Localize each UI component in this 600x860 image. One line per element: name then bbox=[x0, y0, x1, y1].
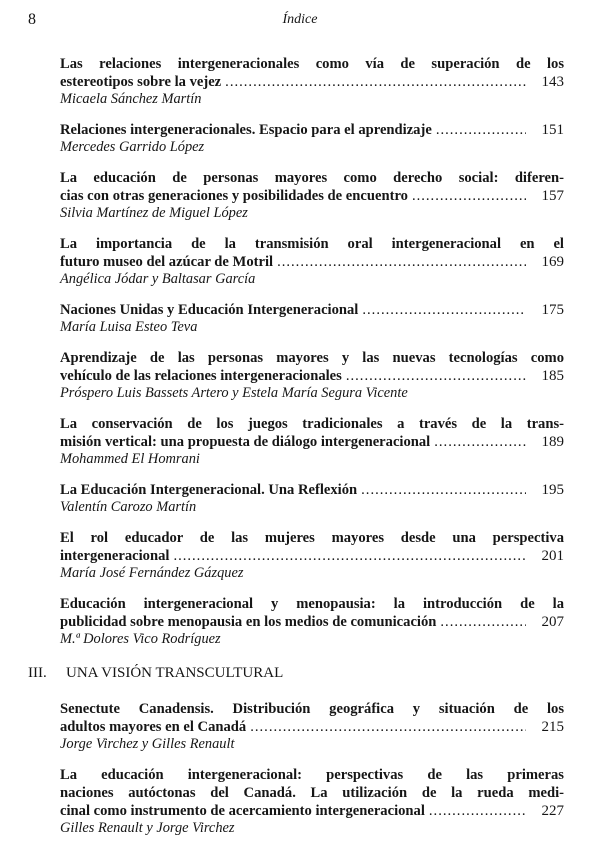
entry-title bbox=[60, 415, 564, 451]
entry-title-line: cias con otras generaciones y posibilidades de encuentro bbox=[60, 188, 408, 204]
entry-title-line: cinal como instrumento de acercamiento intergeneracional bbox=[60, 803, 425, 819]
page-number: 8 bbox=[28, 11, 36, 28]
entry-title-line: La educación de personas mayores como derecho social: diferen- bbox=[60, 170, 564, 186]
toc-entry bbox=[60, 169, 564, 222]
dot-leader bbox=[362, 301, 526, 319]
entry-author: Próspero Luis Bassets Artero y Estela María Segura Vicente bbox=[60, 385, 408, 401]
entry-page-number: 151 bbox=[541, 122, 564, 138]
entry-title-line: futuro museo del azúcar de Motril bbox=[60, 254, 274, 270]
toc-entry bbox=[60, 529, 564, 582]
entry-title-line: adultos mayores en el Canadá bbox=[60, 719, 247, 735]
dot-leader bbox=[173, 547, 526, 565]
entry-title-last-line bbox=[60, 718, 564, 736]
toc-entry bbox=[60, 55, 564, 108]
entry-author: Jorge Virchez y Gilles Renault bbox=[60, 736, 235, 752]
entry-title bbox=[60, 481, 564, 499]
entry-title-last-line bbox=[60, 301, 564, 319]
running-title: Índice bbox=[282, 12, 318, 27]
dot-leader bbox=[434, 433, 526, 451]
entry-title bbox=[60, 55, 564, 91]
entry-title-line: Relaciones intergeneracionales. Espacio para el aprendizaje bbox=[60, 122, 432, 138]
dot-leader bbox=[436, 121, 526, 139]
entry-title bbox=[60, 595, 564, 631]
entry-page-number: 201 bbox=[541, 548, 564, 564]
entry-title-last-line bbox=[60, 253, 564, 271]
entry-page-number: 207 bbox=[541, 614, 564, 630]
toc-entry bbox=[60, 481, 564, 516]
entry-title-last-line bbox=[60, 187, 564, 205]
entry-title bbox=[60, 121, 564, 139]
entry-title-last-line bbox=[60, 121, 564, 139]
entry-title bbox=[60, 169, 564, 205]
entry-author: Mercedes Garrido López bbox=[60, 139, 205, 155]
section-heading bbox=[28, 665, 283, 682]
entry-title-line: misión vertical: una propuesta de diálogo intergeneracional bbox=[60, 434, 431, 450]
entry-page-number: 215 bbox=[541, 719, 564, 735]
entry-title-line: Senectute Canadensis. Distribución geográfica y situación de los bbox=[60, 701, 564, 717]
dot-leader bbox=[440, 613, 526, 631]
entry-page-number: 227 bbox=[541, 803, 564, 819]
toc-entry bbox=[60, 595, 564, 648]
entry-title-last-line bbox=[60, 547, 564, 565]
toc-entry bbox=[60, 349, 564, 402]
entry-author: Micaela Sánchez Martín bbox=[60, 91, 202, 107]
entry-title-line: El rol educador de las mujeres mayores desde una perspectiva bbox=[60, 530, 564, 546]
entry-author: María José Fernández Gázquez bbox=[60, 565, 244, 581]
entry-title-last-line bbox=[60, 481, 564, 499]
entry-page-number: 143 bbox=[541, 74, 564, 90]
entry-page-number: 195 bbox=[541, 482, 564, 498]
entry-author: Valentín Carozo Martín bbox=[60, 499, 197, 515]
dot-leader bbox=[412, 187, 526, 205]
entry-title-line: La importancia de la transmisión oral intergeneracional en el bbox=[60, 236, 564, 252]
entry-title-line: naciones autóctonas del Canadá. La utilización de la rueda medi- bbox=[60, 785, 564, 801]
entry-title-line: estereotipos sobre la vejez bbox=[60, 74, 222, 90]
entry-title-line: La conservación de los juegos tradicionales a través de la trans- bbox=[60, 416, 564, 432]
entry-title bbox=[60, 766, 564, 820]
entry-title-last-line bbox=[60, 433, 564, 451]
entry-title bbox=[60, 700, 564, 736]
entry-author: Silvia Martínez de Miguel López bbox=[60, 205, 248, 221]
dot-leader bbox=[361, 481, 526, 499]
entry-author: M.ª Dolores Vico Rodríguez bbox=[60, 631, 221, 647]
entry-title bbox=[60, 529, 564, 565]
entry-title-line: La Educación Intergeneracional. Una Reflexión bbox=[60, 482, 358, 498]
entry-title-line: Naciones Unidas y Educación Intergeneracional bbox=[60, 302, 359, 318]
toc-entry bbox=[60, 121, 564, 156]
entry-page-number: 157 bbox=[541, 188, 564, 204]
toc-entry bbox=[60, 700, 564, 753]
entry-page-number: 175 bbox=[541, 302, 564, 318]
entry-page-number: 189 bbox=[541, 434, 564, 450]
entry-title-last-line bbox=[60, 802, 564, 820]
entry-title-line: Las relaciones intergeneracionales como vía de superación de los bbox=[60, 56, 564, 72]
entry-author: Angélica Jódar y Baltasar García bbox=[60, 271, 256, 287]
entry-title-line: publicidad sobre menopausia en los medios de comunicación bbox=[60, 614, 437, 630]
section-toc-list bbox=[60, 700, 564, 850]
entry-title-line: Aprendizaje de las personas mayores y las nuevas tecnologías como bbox=[60, 350, 564, 366]
entry-page-number: 185 bbox=[541, 368, 564, 384]
entry-author: Gilles Renault y Jorge Virchez bbox=[60, 820, 235, 836]
entry-title-last-line bbox=[60, 367, 564, 385]
dot-leader bbox=[346, 367, 526, 385]
entry-author: María Luisa Esteo Teva bbox=[60, 319, 198, 335]
toc-entry bbox=[60, 766, 564, 837]
entry-author: Mohammed El Homrani bbox=[60, 451, 200, 467]
section-number: III. bbox=[28, 665, 47, 681]
entry-title-line: vehículo de las relaciones intergeneracionales bbox=[60, 368, 342, 384]
toc-entry bbox=[60, 415, 564, 468]
entry-title bbox=[60, 235, 564, 271]
entry-title bbox=[60, 349, 564, 385]
entry-title-line: intergeneracional bbox=[60, 548, 170, 564]
entry-title-last-line bbox=[60, 73, 564, 91]
dot-leader bbox=[250, 718, 526, 736]
toc-entry bbox=[60, 301, 564, 336]
entry-title-last-line bbox=[60, 613, 564, 631]
section-title: UNA VISIÓN TRANSCULTURAL bbox=[66, 665, 284, 681]
dot-leader bbox=[277, 253, 526, 271]
entry-title-line: Educación intergeneracional y menopausia: la introducción de la bbox=[60, 596, 564, 612]
entry-title bbox=[60, 301, 564, 319]
entry-page-number: 169 bbox=[541, 254, 564, 270]
toc-list bbox=[60, 55, 564, 661]
entry-title-line: La educación intergeneracional: perspectivas de las primeras bbox=[60, 767, 564, 783]
dot-leader bbox=[429, 802, 526, 820]
dot-leader bbox=[225, 73, 526, 91]
toc-entry bbox=[60, 235, 564, 288]
